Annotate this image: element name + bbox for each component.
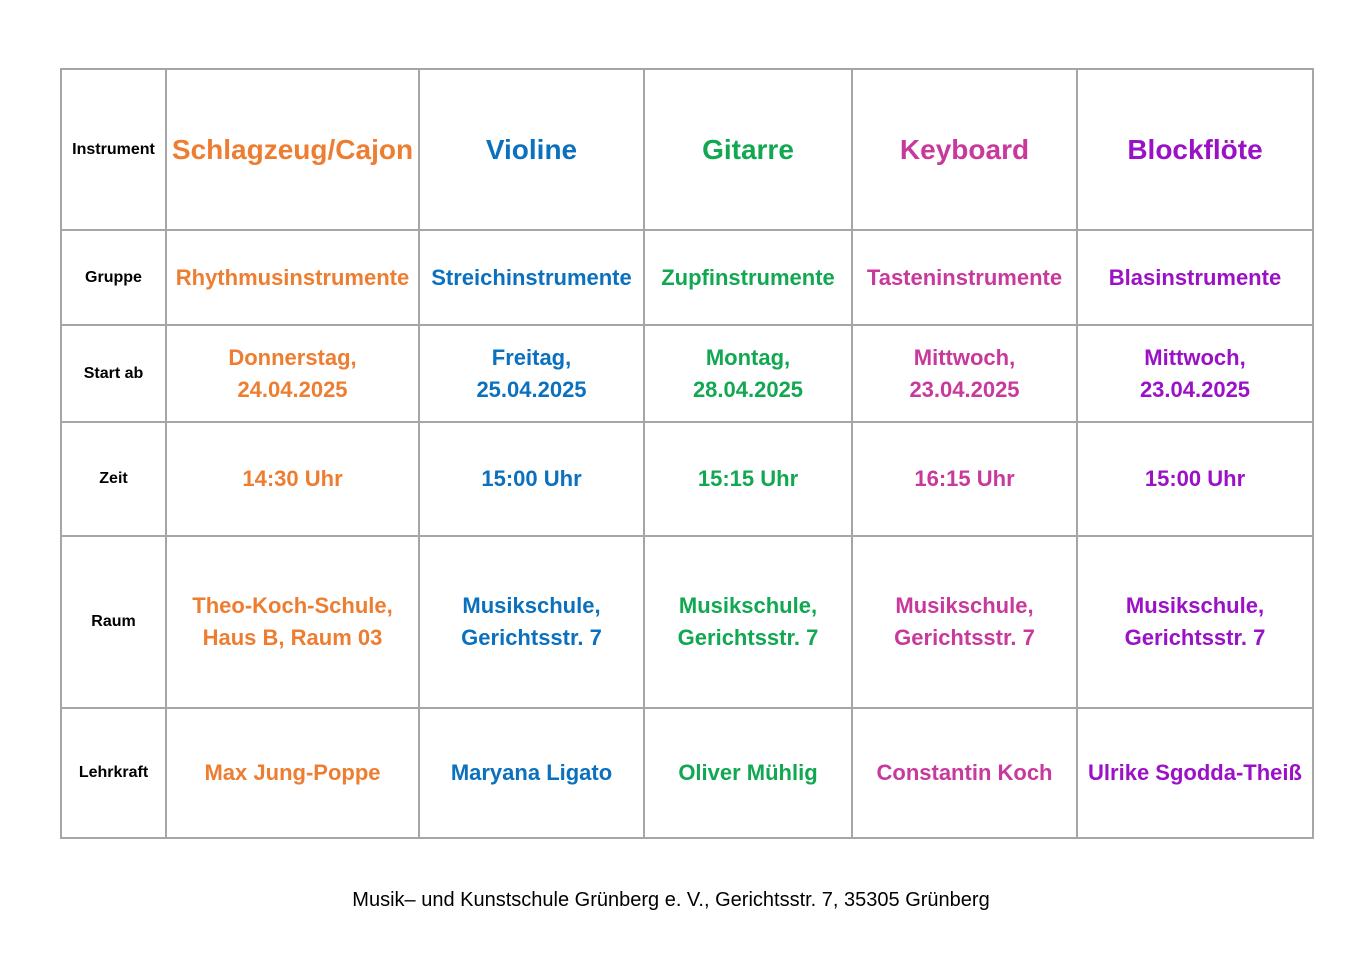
- room-line1: Musikschule,: [462, 593, 601, 618]
- start-drums: [166, 325, 419, 422]
- row-label-instrument: Instrument: [61, 69, 166, 230]
- room-line2: Gerichtsstr. 7: [461, 625, 602, 650]
- time-guitar: 15:15 Uhr: [644, 422, 852, 536]
- start-day: Mittwoch,: [1144, 344, 1246, 370]
- teacher-recorder: Ulrike Sgodda-Theiß: [1077, 708, 1313, 838]
- teacher-row: [61, 708, 1313, 838]
- start-date: 28.04.2025: [692, 376, 804, 402]
- start-row: [61, 325, 1313, 422]
- group-recorder: Blasinstrumente: [1077, 230, 1313, 325]
- time-recorder: 15:00 Uhr: [1077, 422, 1313, 536]
- time-row: [61, 422, 1313, 536]
- start-date: 23.04.2025: [909, 376, 1020, 402]
- instrument-violin: Violine: [419, 69, 644, 230]
- room-line2: Gerichtsstr. 7: [1124, 625, 1266, 650]
- footer-address: Musik– und Kunstschule Grünberg e. V., Gerichtsstr. 7, 35305 Grünberg: [352, 889, 990, 911]
- teacher-guitar: Oliver Mühlig: [644, 708, 852, 838]
- start-recorder: [1077, 325, 1313, 422]
- room-recorder: [1077, 536, 1313, 708]
- start-date: 23.04.2025: [1139, 376, 1251, 402]
- room-line1: Musikschule,: [895, 593, 1034, 618]
- start-guitar: [644, 325, 852, 422]
- room-line2: Haus B, Raum 03: [202, 625, 383, 650]
- start-day: Montag,: [705, 344, 791, 370]
- time-drums: 14:30 Uhr: [166, 422, 419, 536]
- instrument-drums: Schlagzeug/Cajon: [166, 69, 419, 230]
- course-schedule-table: [60, 68, 1314, 839]
- row-label-time: Zeit: [61, 422, 166, 536]
- start-violin: [419, 325, 644, 422]
- room-violin: [419, 536, 644, 708]
- start-day: Mittwoch,: [913, 344, 1016, 370]
- start-day: Freitag,: [491, 344, 572, 370]
- time-violin: 15:00 Uhr: [419, 422, 644, 536]
- row-label-start: Start ab: [61, 325, 166, 422]
- group-row: [61, 230, 1313, 325]
- instrument-guitar: Gitarre: [644, 69, 852, 230]
- room-line1: Theo-Koch-Schule,: [192, 593, 393, 618]
- room-line2: Gerichtsstr. 7: [677, 625, 819, 650]
- room-guitar: [644, 536, 852, 708]
- room-line2: Gerichtsstr. 7: [894, 625, 1035, 650]
- room-line1: Musikschule,: [678, 593, 818, 618]
- teacher-keyboard: Constantin Koch: [852, 708, 1077, 838]
- teacher-violin: Maryana Ligato: [419, 708, 644, 838]
- group-drums: Rhythmusinstrumente: [166, 230, 419, 325]
- room-line1: Musikschule,: [1125, 593, 1265, 618]
- row-label-room: Raum: [61, 536, 166, 708]
- room-keyboard: [852, 536, 1077, 708]
- start-date: 24.04.2025: [237, 376, 348, 402]
- room-row: [61, 536, 1313, 708]
- start-date: 25.04.2025: [476, 376, 587, 402]
- teacher-drums: Max Jung-Poppe: [166, 708, 419, 838]
- instrument-keyboard: Keyboard: [852, 69, 1077, 230]
- row-label-group: Gruppe: [61, 230, 166, 325]
- start-keyboard: [852, 325, 1077, 422]
- instrument-recorder: Blockflöte: [1077, 69, 1313, 230]
- room-drums: [166, 536, 419, 708]
- group-keyboard: Tasteninstrumente: [852, 230, 1077, 325]
- time-keyboard: 16:15 Uhr: [852, 422, 1077, 536]
- group-guitar: Zupfinstrumente: [644, 230, 852, 325]
- instrument-row: [61, 69, 1313, 230]
- group-violin: Streichinstrumente: [419, 230, 644, 325]
- start-day: Donnerstag,: [228, 344, 357, 370]
- row-label-teacher: Lehrkraft: [61, 708, 166, 838]
